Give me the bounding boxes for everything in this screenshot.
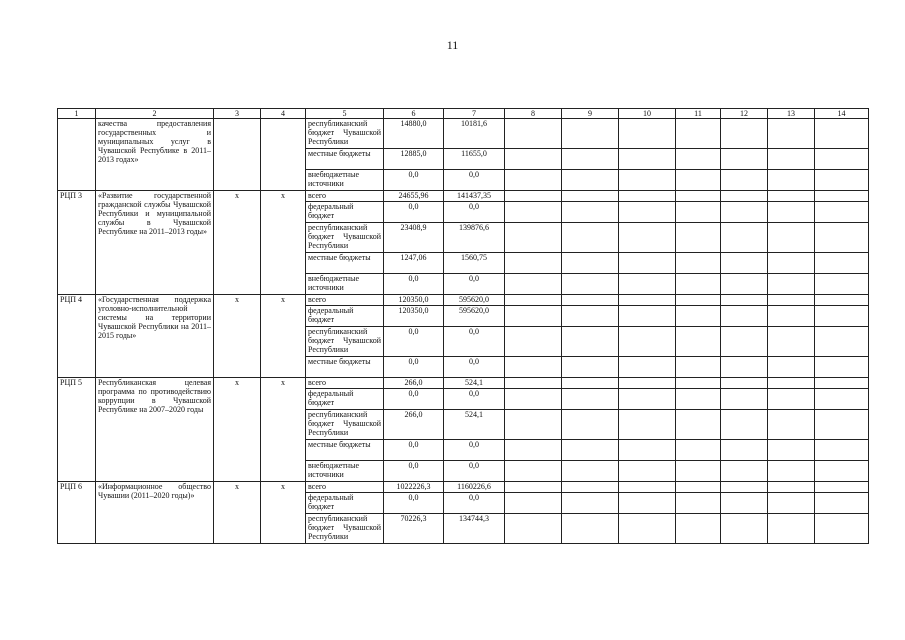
column-number: 4 xyxy=(261,109,306,119)
value-col7: 1160226,6 xyxy=(444,482,505,493)
empty-cell xyxy=(676,253,721,274)
value-col7: 595620,0 xyxy=(444,295,505,306)
empty-cell xyxy=(505,327,562,357)
program-code xyxy=(58,119,96,191)
empty-cell xyxy=(815,461,869,482)
empty-cell xyxy=(768,274,815,295)
column-number: 9 xyxy=(562,109,619,119)
program-name: Республиканская целевая программа по противодействию коррупции в Чувашской Республике на 2007–2020 годы xyxy=(96,378,214,482)
funding-source: федеральный бюджет xyxy=(306,306,384,327)
empty-cell xyxy=(815,149,869,170)
column-number: 14 xyxy=(815,109,869,119)
empty-cell xyxy=(721,149,768,170)
empty-cell xyxy=(721,461,768,482)
value-col6: 12885,0 xyxy=(384,149,444,170)
empty-cell xyxy=(619,223,676,253)
empty-cell xyxy=(619,357,676,378)
empty-cell xyxy=(721,514,768,544)
value-col6: 0,0 xyxy=(384,440,444,461)
funding-source: внебюджетные источники xyxy=(306,461,384,482)
value-col7: 0,0 xyxy=(444,170,505,191)
table-row xyxy=(58,295,869,306)
empty-cell xyxy=(619,274,676,295)
empty-cell xyxy=(505,461,562,482)
funding-source: республиканский бюджет Чувашской Республики xyxy=(306,223,384,253)
empty-cell xyxy=(815,493,869,514)
column-number: 13 xyxy=(768,109,815,119)
empty-cell xyxy=(505,357,562,378)
empty-cell xyxy=(562,389,619,410)
empty-cell xyxy=(562,119,619,149)
empty-cell xyxy=(768,389,815,410)
empty-cell xyxy=(562,514,619,544)
funding-source: республиканский бюджет Чувашской Республики xyxy=(306,119,384,149)
funding-source: внебюджетные источники xyxy=(306,274,384,295)
table-row xyxy=(58,119,869,149)
table-row xyxy=(58,482,869,493)
value-col6: 0,0 xyxy=(384,461,444,482)
program-name: «Информационное общество Чувашии (2011–2020 годы)» xyxy=(96,482,214,544)
empty-cell xyxy=(676,514,721,544)
program-code: РЦП 6 xyxy=(58,482,96,544)
empty-cell xyxy=(505,191,562,202)
value-col6: 0,0 xyxy=(384,274,444,295)
empty-cell xyxy=(562,149,619,170)
funding-source: федеральный бюджет xyxy=(306,202,384,223)
empty-cell xyxy=(505,149,562,170)
empty-cell xyxy=(505,514,562,544)
column-number: 1 xyxy=(58,109,96,119)
empty-cell xyxy=(721,202,768,223)
empty-cell xyxy=(768,378,815,389)
table-body xyxy=(58,109,869,544)
empty-cell xyxy=(562,440,619,461)
empty-cell xyxy=(815,440,869,461)
empty-cell xyxy=(562,493,619,514)
funding-source: федеральный бюджет xyxy=(306,493,384,514)
value-col7: 139876,6 xyxy=(444,223,505,253)
empty-cell xyxy=(676,274,721,295)
empty-cell xyxy=(721,357,768,378)
program-code: РЦП 5 xyxy=(58,378,96,482)
empty-cell xyxy=(721,223,768,253)
value-col6: 0,0 xyxy=(384,170,444,191)
empty-cell xyxy=(619,191,676,202)
funding-source: всего xyxy=(306,378,384,389)
value-col6: 120350,0 xyxy=(384,306,444,327)
column-number-row xyxy=(58,109,869,119)
empty-cell xyxy=(505,202,562,223)
empty-cell xyxy=(676,440,721,461)
empty-cell xyxy=(619,119,676,149)
empty-cell xyxy=(505,482,562,493)
funding-source: всего xyxy=(306,295,384,306)
empty-cell xyxy=(562,461,619,482)
empty-cell xyxy=(676,410,721,440)
empty-cell xyxy=(721,274,768,295)
empty-cell xyxy=(676,191,721,202)
empty-cell xyxy=(676,378,721,389)
program-col3 xyxy=(214,119,261,191)
program-name: «Развитие государственной гражданской службы Чувашской Республики и муниципальной службы в Чувашской Республике на 2011–2013 годы» xyxy=(96,191,214,295)
empty-cell xyxy=(505,170,562,191)
empty-cell xyxy=(562,202,619,223)
empty-cell xyxy=(619,295,676,306)
empty-cell xyxy=(721,493,768,514)
program-col4: х xyxy=(261,295,306,378)
empty-cell xyxy=(505,440,562,461)
value-col7: 0,0 xyxy=(444,440,505,461)
empty-cell xyxy=(505,274,562,295)
empty-cell xyxy=(815,170,869,191)
empty-cell xyxy=(815,274,869,295)
empty-cell xyxy=(676,295,721,306)
empty-cell xyxy=(619,306,676,327)
empty-cell xyxy=(619,389,676,410)
column-number: 10 xyxy=(619,109,676,119)
empty-cell xyxy=(505,410,562,440)
program-col4: х xyxy=(261,378,306,482)
program-name: качества предоставления государственных и муниципальных услуг в Чувашской Республике в 2011–2013 годах» xyxy=(96,119,214,191)
program-col4: х xyxy=(261,482,306,544)
empty-cell xyxy=(768,306,815,327)
empty-cell xyxy=(676,306,721,327)
empty-cell xyxy=(676,482,721,493)
empty-cell xyxy=(768,119,815,149)
funding-source: внебюджетные источники xyxy=(306,170,384,191)
value-col7: 141437,35 xyxy=(444,191,505,202)
empty-cell xyxy=(721,170,768,191)
empty-cell xyxy=(768,253,815,274)
empty-cell xyxy=(619,170,676,191)
empty-cell xyxy=(619,378,676,389)
column-number: 6 xyxy=(384,109,444,119)
empty-cell xyxy=(815,357,869,378)
value-col6: 14880,0 xyxy=(384,119,444,149)
empty-cell xyxy=(562,378,619,389)
value-col7: 0,0 xyxy=(444,389,505,410)
funding-source: федеральный бюджет xyxy=(306,389,384,410)
value-col6: 266,0 xyxy=(384,410,444,440)
empty-cell xyxy=(768,410,815,440)
empty-cell xyxy=(562,327,619,357)
empty-cell xyxy=(619,493,676,514)
empty-cell xyxy=(815,202,869,223)
value-col6: 0,0 xyxy=(384,389,444,410)
empty-cell xyxy=(768,149,815,170)
empty-cell xyxy=(721,306,768,327)
empty-cell xyxy=(721,191,768,202)
empty-cell xyxy=(562,170,619,191)
empty-cell xyxy=(619,461,676,482)
empty-cell xyxy=(768,461,815,482)
value-col7: 0,0 xyxy=(444,357,505,378)
empty-cell xyxy=(721,327,768,357)
empty-cell xyxy=(768,202,815,223)
program-col3: х xyxy=(214,191,261,295)
empty-cell xyxy=(505,306,562,327)
empty-cell xyxy=(676,223,721,253)
program-col3: х xyxy=(214,295,261,378)
funding-source: республиканский бюджет Чувашской Республики xyxy=(306,514,384,544)
empty-cell xyxy=(562,410,619,440)
empty-cell xyxy=(815,119,869,149)
value-col6: 0,0 xyxy=(384,357,444,378)
empty-cell xyxy=(721,389,768,410)
empty-cell xyxy=(768,440,815,461)
funding-source: местные бюджеты xyxy=(306,149,384,170)
empty-cell xyxy=(562,306,619,327)
empty-cell xyxy=(505,223,562,253)
value-col7: 524,1 xyxy=(444,410,505,440)
empty-cell xyxy=(505,119,562,149)
empty-cell xyxy=(676,327,721,357)
empty-cell xyxy=(676,119,721,149)
value-col7: 0,0 xyxy=(444,493,505,514)
table-row xyxy=(58,378,869,389)
empty-cell xyxy=(815,306,869,327)
program-col3: х xyxy=(214,482,261,544)
funding-source: всего xyxy=(306,191,384,202)
empty-cell xyxy=(676,149,721,170)
value-col7: 10181,6 xyxy=(444,119,505,149)
empty-cell xyxy=(619,410,676,440)
value-col7: 595620,0 xyxy=(444,306,505,327)
value-col7: 134744,3 xyxy=(444,514,505,544)
empty-cell xyxy=(815,191,869,202)
empty-cell xyxy=(505,389,562,410)
empty-cell xyxy=(619,440,676,461)
empty-cell xyxy=(676,170,721,191)
column-number: 12 xyxy=(721,109,768,119)
empty-cell xyxy=(676,389,721,410)
empty-cell xyxy=(721,410,768,440)
column-number: 7 xyxy=(444,109,505,119)
empty-cell xyxy=(768,223,815,253)
empty-cell xyxy=(815,482,869,493)
budget-table xyxy=(57,108,869,544)
empty-cell xyxy=(815,295,869,306)
empty-cell xyxy=(619,514,676,544)
funding-source: местные бюджеты xyxy=(306,440,384,461)
table-row xyxy=(58,191,869,202)
empty-cell xyxy=(505,378,562,389)
value-col6: 24655,96 xyxy=(384,191,444,202)
value-col6: 70226,3 xyxy=(384,514,444,544)
value-col7: 1560,75 xyxy=(444,253,505,274)
program-col3: х xyxy=(214,378,261,482)
empty-cell xyxy=(562,482,619,493)
empty-cell xyxy=(815,410,869,440)
empty-cell xyxy=(619,202,676,223)
empty-cell xyxy=(721,482,768,493)
empty-cell xyxy=(721,253,768,274)
empty-cell xyxy=(505,253,562,274)
empty-cell xyxy=(562,274,619,295)
value-col6: 0,0 xyxy=(384,493,444,514)
value-col6: 0,0 xyxy=(384,327,444,357)
column-number: 2 xyxy=(96,109,214,119)
empty-cell xyxy=(562,223,619,253)
value-col6: 1022226,3 xyxy=(384,482,444,493)
empty-cell xyxy=(676,357,721,378)
empty-cell xyxy=(768,295,815,306)
empty-cell xyxy=(619,327,676,357)
column-number: 11 xyxy=(676,109,721,119)
empty-cell xyxy=(676,202,721,223)
empty-cell xyxy=(815,223,869,253)
column-number: 8 xyxy=(505,109,562,119)
empty-cell xyxy=(768,191,815,202)
empty-cell xyxy=(721,119,768,149)
empty-cell xyxy=(815,378,869,389)
program-col4 xyxy=(261,119,306,191)
empty-cell xyxy=(768,357,815,378)
column-number: 3 xyxy=(214,109,261,119)
empty-cell xyxy=(721,440,768,461)
empty-cell xyxy=(768,327,815,357)
funding-source: местные бюджеты xyxy=(306,253,384,274)
empty-cell xyxy=(815,514,869,544)
value-col7: 0,0 xyxy=(444,274,505,295)
funding-source: всего xyxy=(306,482,384,493)
value-col7: 11655,0 xyxy=(444,149,505,170)
column-number: 5 xyxy=(306,109,384,119)
value-col7: 524,1 xyxy=(444,378,505,389)
page-number: 11 xyxy=(446,38,459,52)
empty-cell xyxy=(815,327,869,357)
empty-cell xyxy=(505,493,562,514)
empty-cell xyxy=(768,482,815,493)
empty-cell xyxy=(815,389,869,410)
empty-cell xyxy=(768,514,815,544)
empty-cell xyxy=(562,253,619,274)
empty-cell xyxy=(815,253,869,274)
empty-cell xyxy=(619,253,676,274)
empty-cell xyxy=(721,378,768,389)
value-col6: 1247,06 xyxy=(384,253,444,274)
value-col7: 0,0 xyxy=(444,461,505,482)
empty-cell xyxy=(562,191,619,202)
program-code: РЦП 3 xyxy=(58,191,96,295)
empty-cell xyxy=(619,149,676,170)
value-col7: 0,0 xyxy=(444,202,505,223)
empty-cell xyxy=(676,461,721,482)
empty-cell xyxy=(768,170,815,191)
empty-cell xyxy=(768,493,815,514)
program-name: «Государственная поддержка уголовно-исполнительной системы на территории Чувашской Республики на 2011–2015 годы» xyxy=(96,295,214,378)
empty-cell xyxy=(505,295,562,306)
value-col7: 0,0 xyxy=(444,327,505,357)
empty-cell xyxy=(562,295,619,306)
program-col4: х xyxy=(261,191,306,295)
funding-source: республиканский бюджет Чувашской Республики xyxy=(306,327,384,357)
empty-cell xyxy=(676,493,721,514)
value-col6: 120350,0 xyxy=(384,295,444,306)
funding-source: республиканский бюджет Чувашской Республики xyxy=(306,410,384,440)
funding-source: местные бюджеты xyxy=(306,357,384,378)
value-col6: 0,0 xyxy=(384,202,444,223)
empty-cell xyxy=(562,357,619,378)
program-code: РЦП 4 xyxy=(58,295,96,378)
empty-cell xyxy=(721,295,768,306)
value-col6: 266,0 xyxy=(384,378,444,389)
empty-cell xyxy=(619,482,676,493)
value-col6: 23408,9 xyxy=(384,223,444,253)
